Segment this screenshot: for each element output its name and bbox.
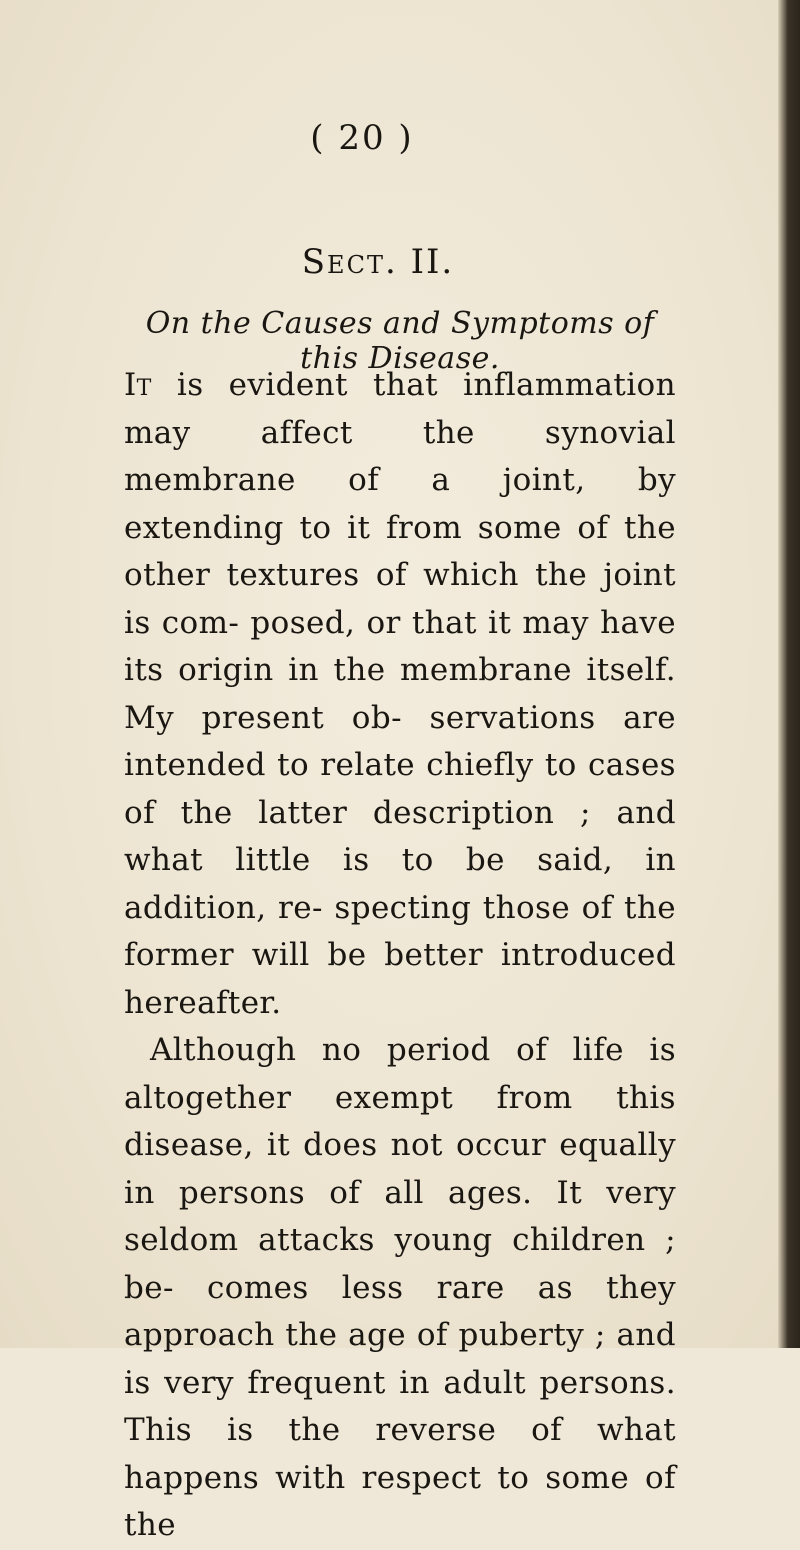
paragraph-1-rest: is evident that inflammation may affect the synovial membrane of a joint, by extending to it from some of the other textures of which the joint is com- posed, or that it may have its origin in the membrane itself. My present ob- servations are intended to relate chiefly to cases of the latter description ; and what little is to be said, in addition, re- specting those of the former will be better introduced hereafter.: [124, 367, 676, 1021]
page-edge-shadow: [778, 0, 800, 1348]
section-subtitle: On the Causes and Symptoms of this Disease.: [145, 306, 655, 376]
section-heading: Sect. II.: [301, 242, 455, 282]
page-number: ( 20 ): [310, 118, 414, 158]
paragraph-1-lead: It: [124, 367, 152, 403]
paragraph-2: Although no period of life is altogether exempt from this disease, it does not occur equally in persons of all ages. It very seldom attacks young children ; be- comes less rare as they approach the age of puberty ; and is very frequent in adult persons. This is the reverse of what happens with respect to some of the: [124, 1032, 676, 1543]
paragraph-1: [124, 362, 676, 1027]
body-text: [124, 362, 676, 1550]
